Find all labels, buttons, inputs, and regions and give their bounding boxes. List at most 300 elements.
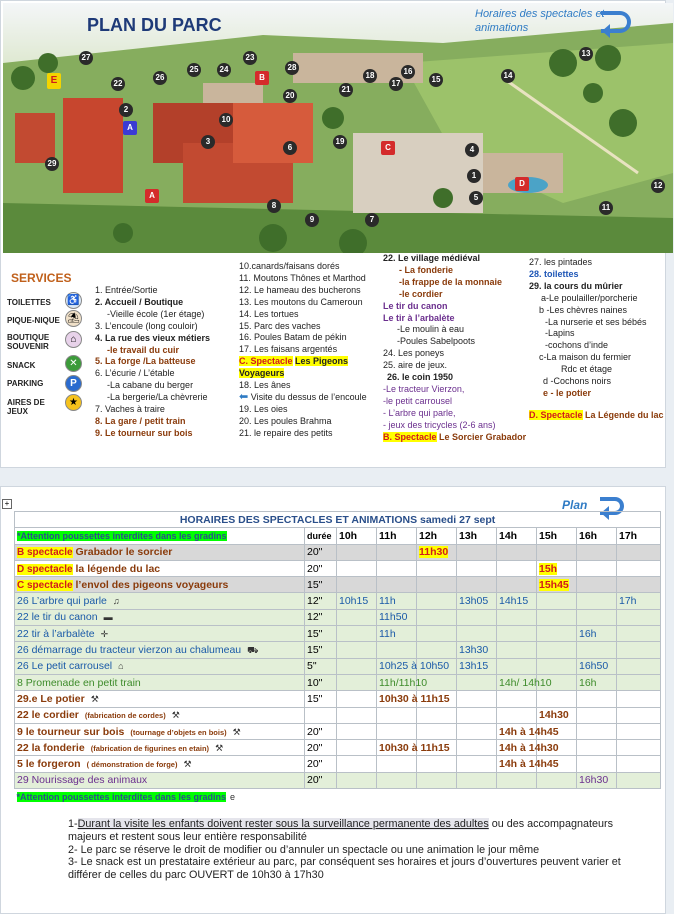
legend-item: 8. La gare / petit train bbox=[95, 415, 186, 426]
activity-icon: ⚒ bbox=[90, 693, 99, 704]
note-text: Durant la visite les enfants doivent rester sous la surveillance permanente des adultes bbox=[77, 818, 489, 830]
time-cell bbox=[377, 577, 417, 593]
spectacle-tag: D. Spectacle bbox=[529, 409, 583, 420]
legend-item: - La fonderie bbox=[399, 264, 454, 275]
note-text: ou des accompagnateurs majeurs et restent sous leur entière responsabilité bbox=[68, 818, 613, 843]
activity-icon: ▬ bbox=[103, 612, 113, 623]
time-cell bbox=[377, 544, 417, 560]
header-duration: durée bbox=[305, 528, 337, 544]
time-cell bbox=[577, 740, 617, 756]
table-footer-row bbox=[15, 789, 661, 805]
time-value: 15h bbox=[539, 562, 558, 575]
map-marker: B bbox=[255, 71, 269, 85]
legend-item: 18. Les ânes bbox=[239, 380, 291, 391]
map-marker: 14 bbox=[501, 69, 515, 83]
time-cell bbox=[617, 642, 661, 658]
legend-item: - L’arbre qui parle, bbox=[383, 407, 456, 418]
legend-item: 17. Les faisans argentés bbox=[239, 344, 338, 355]
schedule-link[interactable]: Horaires des spectacles et animations bbox=[475, 8, 605, 34]
activity-cell bbox=[15, 626, 305, 642]
map-marker: 10 bbox=[219, 113, 233, 127]
time-value: 10h25 à 10h50 bbox=[379, 660, 450, 673]
activity-name: 8 Promenade en petit train bbox=[17, 676, 141, 689]
time-cell bbox=[497, 642, 537, 658]
time-cell bbox=[377, 707, 417, 723]
time-cell bbox=[617, 609, 661, 625]
time-value: 14h à 14h45 bbox=[499, 758, 559, 771]
duration-cell: 20" bbox=[305, 560, 337, 576]
map-marker: 13 bbox=[579, 47, 593, 61]
note-1 bbox=[68, 818, 628, 844]
legend-item: b -Les chèvres naines bbox=[539, 304, 628, 315]
time-cell bbox=[497, 626, 537, 642]
legend-item: 11. Moutons Thônes et Marthod bbox=[239, 272, 366, 283]
legend-item: 27. les pintades bbox=[529, 257, 593, 267]
time-value: 16h30 bbox=[579, 774, 609, 787]
time-cell bbox=[497, 577, 537, 593]
schedule-row bbox=[15, 691, 661, 707]
map-marker: 21 bbox=[339, 83, 353, 97]
activity-icon: ⛟ bbox=[247, 644, 259, 655]
activity-name: 29 Nourissage des animaux bbox=[17, 774, 148, 787]
map-marker: 18 bbox=[363, 69, 377, 83]
time-value: 10h15 bbox=[339, 595, 369, 608]
service-label: PARKING bbox=[7, 379, 44, 388]
time-cell bbox=[337, 593, 377, 609]
time-cell bbox=[377, 593, 417, 609]
map-marker: 26 bbox=[153, 71, 167, 85]
duration-cell: 12" bbox=[305, 609, 337, 625]
time-cell bbox=[337, 560, 377, 576]
map-marker: 23 bbox=[243, 51, 257, 65]
map-marker: 22 bbox=[111, 77, 125, 91]
map-marker: 16 bbox=[401, 65, 415, 79]
time-cell bbox=[617, 707, 661, 723]
time-cell bbox=[457, 707, 497, 723]
toilets-icon: ♿ bbox=[65, 292, 82, 309]
time-cell bbox=[537, 658, 577, 674]
warning-tail: e bbox=[230, 791, 236, 802]
time-value: 11h50 bbox=[379, 611, 408, 624]
activity-name: la légende du lac bbox=[75, 562, 161, 575]
activity-cell bbox=[15, 723, 305, 739]
time-cell bbox=[457, 658, 497, 674]
spectacle-tag: C. Spectacle bbox=[239, 356, 293, 367]
time-cell bbox=[377, 756, 417, 772]
duration-cell: 15" bbox=[305, 691, 337, 707]
time-cell bbox=[537, 691, 577, 707]
activity-cell bbox=[15, 593, 305, 609]
activity-icon: ⚒ bbox=[171, 710, 180, 721]
legend-item: -Le tracteur Vierzon, bbox=[383, 383, 465, 394]
map-marker: 19 bbox=[333, 135, 347, 149]
schedule-row bbox=[15, 772, 661, 788]
time-cell bbox=[577, 756, 617, 772]
spectacle-tag: B. Spectacle bbox=[383, 431, 437, 442]
duration-cell: 15" bbox=[305, 577, 337, 593]
time-cell bbox=[497, 593, 537, 609]
duration-cell: 5" bbox=[305, 658, 337, 674]
time-cell bbox=[617, 593, 661, 609]
time-cell bbox=[337, 658, 377, 674]
time-cell bbox=[457, 560, 497, 576]
time-cell bbox=[337, 723, 377, 739]
header-hour: 16h bbox=[577, 528, 617, 544]
activity-name: 22 la fonderie bbox=[17, 741, 85, 754]
time-cell bbox=[457, 723, 497, 739]
time-value: 16h bbox=[579, 676, 597, 689]
legend-item: -la frappe de la monnaie bbox=[399, 276, 503, 287]
time-cell bbox=[497, 707, 537, 723]
time-cell bbox=[497, 674, 552, 690]
header-hour: 17h bbox=[617, 528, 661, 544]
map-marker: 9 bbox=[305, 213, 319, 227]
time-cell bbox=[537, 609, 577, 625]
header-hour: 13h bbox=[457, 528, 497, 544]
time-cell bbox=[337, 609, 377, 625]
time-cell bbox=[617, 723, 661, 739]
time-cell bbox=[377, 691, 450, 707]
schedule-row bbox=[15, 707, 661, 723]
activity-icon: ⚒ bbox=[232, 726, 241, 737]
legend-item: 15. Parc des vaches bbox=[239, 320, 321, 331]
time-cell bbox=[337, 756, 377, 772]
legend-item: c-La maison du fermier bbox=[539, 352, 632, 363]
time-cell bbox=[497, 609, 537, 625]
schedule-row bbox=[15, 740, 661, 756]
time-cell bbox=[337, 740, 377, 756]
legend-item: 3. L’encoule (long couloir) bbox=[95, 320, 198, 331]
activity-cell bbox=[15, 609, 305, 625]
activity-note: ( démonstration de forge) bbox=[86, 760, 178, 770]
legend-item: 24. Les poneys bbox=[383, 348, 445, 359]
time-cell bbox=[377, 658, 450, 674]
time-cell bbox=[417, 772, 457, 788]
map-marker: 8 bbox=[267, 199, 281, 213]
time-cell bbox=[417, 626, 457, 642]
time-value: 17h bbox=[619, 595, 637, 608]
time-cell bbox=[337, 544, 377, 560]
time-cell bbox=[377, 674, 428, 690]
map-marker: 6 bbox=[283, 141, 297, 155]
plan-link[interactable]: Plan bbox=[562, 498, 588, 512]
time-cell bbox=[377, 609, 417, 625]
activity-name: 26 Le petit carrousel bbox=[17, 660, 113, 673]
map-marker: 11 bbox=[599, 201, 613, 215]
legend-item: 4. La rue des vieux métiers bbox=[95, 332, 211, 343]
activity-name: 22 tir à l’arbalète bbox=[17, 627, 95, 640]
legend-item: -le cordier bbox=[399, 288, 443, 299]
legend-item: 6. L’écurie / L’étable bbox=[95, 368, 175, 379]
shop-icon: ⌂ bbox=[65, 331, 82, 348]
time-cell bbox=[377, 772, 417, 788]
activity-name: 26 démarrage du tracteur vierzon au chalumeau bbox=[17, 643, 242, 656]
spectacle-tag: D spectacle bbox=[17, 563, 73, 575]
activity-note: (tournage d’objets en bois) bbox=[130, 727, 227, 737]
table-title-row bbox=[15, 512, 661, 528]
activity-name: Grabador le sorcier bbox=[75, 546, 173, 559]
table-move-handle-icon[interactable]: + bbox=[2, 499, 12, 509]
time-cell bbox=[417, 577, 457, 593]
legend-item: -Lapins bbox=[545, 328, 575, 339]
schedule-row bbox=[15, 642, 661, 658]
legend-item: 7. Vaches à traire bbox=[95, 404, 165, 415]
legend-item: -La cabane du berger bbox=[107, 380, 194, 391]
map-title: PLAN DU PARC bbox=[87, 15, 222, 35]
legend-item: Le tir à l’arbalète bbox=[383, 312, 455, 323]
legend-item: 28. toilettes bbox=[529, 268, 579, 279]
map-marker: A bbox=[123, 121, 137, 135]
curved-arrow-icon[interactable] bbox=[601, 11, 631, 33]
map-marker: 28 bbox=[285, 61, 299, 75]
service-label: BOUTIQUE SOUVENIR bbox=[7, 333, 50, 351]
time-cell bbox=[617, 756, 661, 772]
time-cell bbox=[497, 772, 537, 788]
duration-cell: 20" bbox=[305, 740, 337, 756]
time-cell bbox=[417, 560, 457, 576]
legend-item: 20. Les poules Brahma bbox=[239, 415, 332, 426]
time-cell bbox=[457, 772, 497, 788]
legend-item: 9. Le tourneur sur bois bbox=[95, 427, 193, 438]
time-cell bbox=[497, 544, 537, 560]
map-marker: 20 bbox=[283, 89, 297, 103]
schedule-row bbox=[15, 560, 661, 576]
time-cell bbox=[497, 723, 559, 739]
activity-cell bbox=[15, 691, 305, 707]
header-hour: 15h bbox=[537, 528, 577, 544]
map-marker: 4 bbox=[465, 143, 479, 157]
time-cell bbox=[577, 658, 617, 674]
duration-cell: 20" bbox=[305, 772, 337, 788]
legend-item: -Le moulin à eau bbox=[397, 324, 465, 335]
duration-cell bbox=[305, 707, 337, 723]
activity-name: 5 le forgeron bbox=[17, 758, 81, 771]
time-cell bbox=[337, 642, 377, 658]
time-cell bbox=[617, 740, 661, 756]
time-cell bbox=[457, 642, 497, 658]
schedule-table bbox=[14, 511, 661, 805]
service-label: SNACK bbox=[7, 361, 36, 370]
time-cell bbox=[537, 707, 577, 723]
notes bbox=[68, 818, 628, 882]
time-cell bbox=[457, 609, 497, 625]
legend-item: 12. Le hameau des bucherons bbox=[239, 284, 361, 295]
activity-cell bbox=[15, 560, 305, 576]
time-value: 15h45 bbox=[539, 578, 569, 591]
warning-note: *Attention poussettes interdites dans les gradins bbox=[17, 530, 227, 541]
legend-item: e - le potier bbox=[543, 387, 592, 398]
legend-item: 2. Accueil / Boutique bbox=[95, 296, 184, 307]
time-cell bbox=[577, 577, 617, 593]
activity-cell bbox=[15, 756, 305, 772]
time-cell bbox=[577, 626, 617, 642]
time-value: 16h50 bbox=[579, 660, 609, 673]
time-cell bbox=[457, 756, 497, 772]
map-marker: 25 bbox=[187, 63, 201, 77]
time-cell bbox=[337, 577, 377, 593]
map-marker: E bbox=[47, 73, 61, 89]
service-label: AIRES DE JEUX bbox=[7, 398, 45, 416]
time-cell bbox=[617, 658, 661, 674]
time-cell bbox=[337, 691, 377, 707]
map-marker: 3 bbox=[201, 135, 215, 149]
map-marker: A bbox=[145, 189, 159, 203]
time-cell bbox=[617, 577, 661, 593]
schedule-row bbox=[15, 723, 661, 739]
time-cell bbox=[457, 593, 497, 609]
map-marker: 2 bbox=[119, 103, 133, 117]
park-map bbox=[3, 3, 673, 253]
schedule-row bbox=[15, 577, 661, 593]
header-hour: 14h bbox=[497, 528, 537, 544]
header-hour: 11h bbox=[377, 528, 417, 544]
time-value: 11h bbox=[379, 595, 396, 608]
legend-item: 29. la cours du mûrier bbox=[529, 280, 623, 291]
time-cell bbox=[377, 723, 417, 739]
time-cell bbox=[617, 772, 661, 788]
time-cell bbox=[457, 691, 497, 707]
legend-item: 13. Les moutons du Cameroun bbox=[239, 296, 363, 307]
legend-item: -le travail du cuir bbox=[107, 344, 180, 355]
legend-item: 14. Les tortues bbox=[239, 308, 299, 319]
time-cell bbox=[617, 626, 661, 642]
time-cell bbox=[417, 544, 457, 560]
map-marker: 12 bbox=[651, 179, 665, 193]
schedule-row bbox=[15, 658, 661, 674]
legend-item: -cochons d’inde bbox=[545, 340, 609, 351]
time-cell bbox=[537, 642, 577, 658]
time-cell bbox=[537, 577, 577, 593]
time-cell bbox=[577, 772, 617, 788]
time-value: 13h15 bbox=[459, 660, 489, 673]
time-cell bbox=[457, 626, 497, 642]
spectacle-name: Le Sorcier Grabador bbox=[439, 431, 527, 442]
time-cell bbox=[577, 674, 617, 690]
time-cell bbox=[497, 740, 559, 756]
time-cell bbox=[577, 691, 617, 707]
spectacle-name: Les Pigeons bbox=[295, 356, 349, 367]
time-cell bbox=[497, 756, 559, 772]
duration-cell: 12" bbox=[305, 593, 337, 609]
time-value: 16h bbox=[579, 627, 597, 640]
header-hour: 10h bbox=[337, 528, 377, 544]
schedule-row bbox=[15, 544, 661, 560]
table-header-row bbox=[15, 528, 661, 544]
schedule-row bbox=[15, 593, 661, 609]
time-cell bbox=[457, 674, 497, 690]
map-marker: 5 bbox=[469, 191, 483, 205]
activity-cell bbox=[15, 674, 305, 690]
parking-icon: P bbox=[65, 375, 82, 392]
service-label: PIQUE-NIQUE bbox=[7, 316, 60, 325]
time-cell bbox=[537, 544, 577, 560]
time-cell bbox=[537, 560, 577, 576]
time-cell bbox=[417, 707, 457, 723]
time-value: 11h/11h10 bbox=[379, 676, 428, 689]
activity-name: 26 L’arbre qui parle bbox=[17, 595, 107, 608]
time-cell bbox=[537, 626, 577, 642]
activity-icon: ⚒ bbox=[183, 759, 192, 770]
time-cell bbox=[377, 740, 450, 756]
duration-cell: 20" bbox=[305, 723, 337, 739]
schedule-row bbox=[15, 626, 661, 642]
time-cell bbox=[577, 723, 617, 739]
activity-name: 9 le tourneur sur bois bbox=[17, 725, 125, 738]
time-value: 14h15 bbox=[499, 595, 529, 608]
legend-column-4 bbox=[529, 257, 664, 422]
time-value: 14h30 bbox=[539, 709, 569, 722]
time-cell bbox=[577, 560, 617, 576]
time-cell bbox=[617, 674, 661, 690]
duration-cell: 10" bbox=[305, 674, 337, 690]
time-cell bbox=[577, 707, 617, 723]
spectacle-name: La Légende du lac bbox=[585, 409, 664, 420]
activity-icon: ⚒ bbox=[215, 742, 224, 753]
legend-item: - jeux des tricycles (2-6 ans) bbox=[383, 419, 496, 430]
legend-item: -La bergerie/La chèvrerie bbox=[107, 392, 208, 403]
time-cell bbox=[617, 544, 661, 560]
time-cell bbox=[497, 560, 537, 576]
activity-cell bbox=[15, 707, 305, 723]
map-marker: 17 bbox=[389, 77, 403, 91]
park-map-illustration bbox=[3, 3, 673, 253]
time-value: 13h30 bbox=[459, 644, 489, 657]
activity-icon: ♫ bbox=[112, 596, 120, 607]
note-2: 2- Le parc se réserve le droit de modifier ou d’annuler un spectacle ou une animation le jour même bbox=[68, 843, 540, 856]
time-cell bbox=[617, 691, 661, 707]
spectacle-tag: C spectacle bbox=[17, 579, 73, 591]
legend-item: 5. La forge /La batteuse bbox=[95, 356, 196, 367]
legend-item: Visite du dessus de l’encoule bbox=[250, 391, 367, 402]
time-cell bbox=[377, 642, 417, 658]
activity-cell bbox=[15, 577, 305, 593]
activity-cell bbox=[15, 658, 305, 674]
legend-item: 19. Les oies bbox=[239, 403, 288, 414]
spectacle-tag: B spectacle bbox=[17, 547, 73, 559]
time-cell bbox=[617, 560, 661, 576]
schedule-row bbox=[15, 609, 661, 625]
activity-name: l’envol des pigeons voyageurs bbox=[75, 578, 229, 591]
time-cell bbox=[497, 658, 537, 674]
time-cell bbox=[577, 642, 617, 658]
map-marker: D bbox=[515, 177, 529, 191]
legend-column-1 bbox=[95, 285, 210, 440]
time-value: 10h30 à 11h15 bbox=[379, 741, 450, 754]
warning-note: *Attention poussettes interdites dans les gradins bbox=[16, 791, 227, 802]
time-cell bbox=[457, 544, 497, 560]
time-cell bbox=[337, 674, 377, 690]
time-cell bbox=[417, 642, 457, 658]
activity-cell bbox=[15, 772, 305, 788]
legend-item: 21. le repaire des petits bbox=[239, 427, 333, 438]
time-value: 14h à 14h45 bbox=[499, 725, 559, 738]
arrow-left-icon: ⬅ bbox=[239, 390, 249, 403]
schedule-row bbox=[15, 756, 661, 772]
legend-item: 10.canards/faisans dorés bbox=[239, 261, 340, 271]
time-cell bbox=[537, 772, 577, 788]
time-value: 14h/ 14h10 bbox=[499, 676, 552, 689]
time-value: 13h05 bbox=[459, 595, 489, 608]
service-label: TOILETTES bbox=[7, 298, 51, 307]
activity-note: (fabrication de figurines en etain) bbox=[90, 743, 210, 753]
time-value: 14h à 14h30 bbox=[499, 741, 559, 754]
map-marker: 29 bbox=[45, 157, 59, 171]
time-cell bbox=[577, 544, 617, 560]
activity-name: 22 le cordier bbox=[17, 709, 79, 722]
time-cell bbox=[377, 560, 417, 576]
schedule-title: HORAIRES DES SPECTACLES ET ANIMATIONS samedi 27 sept bbox=[15, 512, 661, 528]
activity-name: 29.e Le potier bbox=[17, 692, 85, 705]
